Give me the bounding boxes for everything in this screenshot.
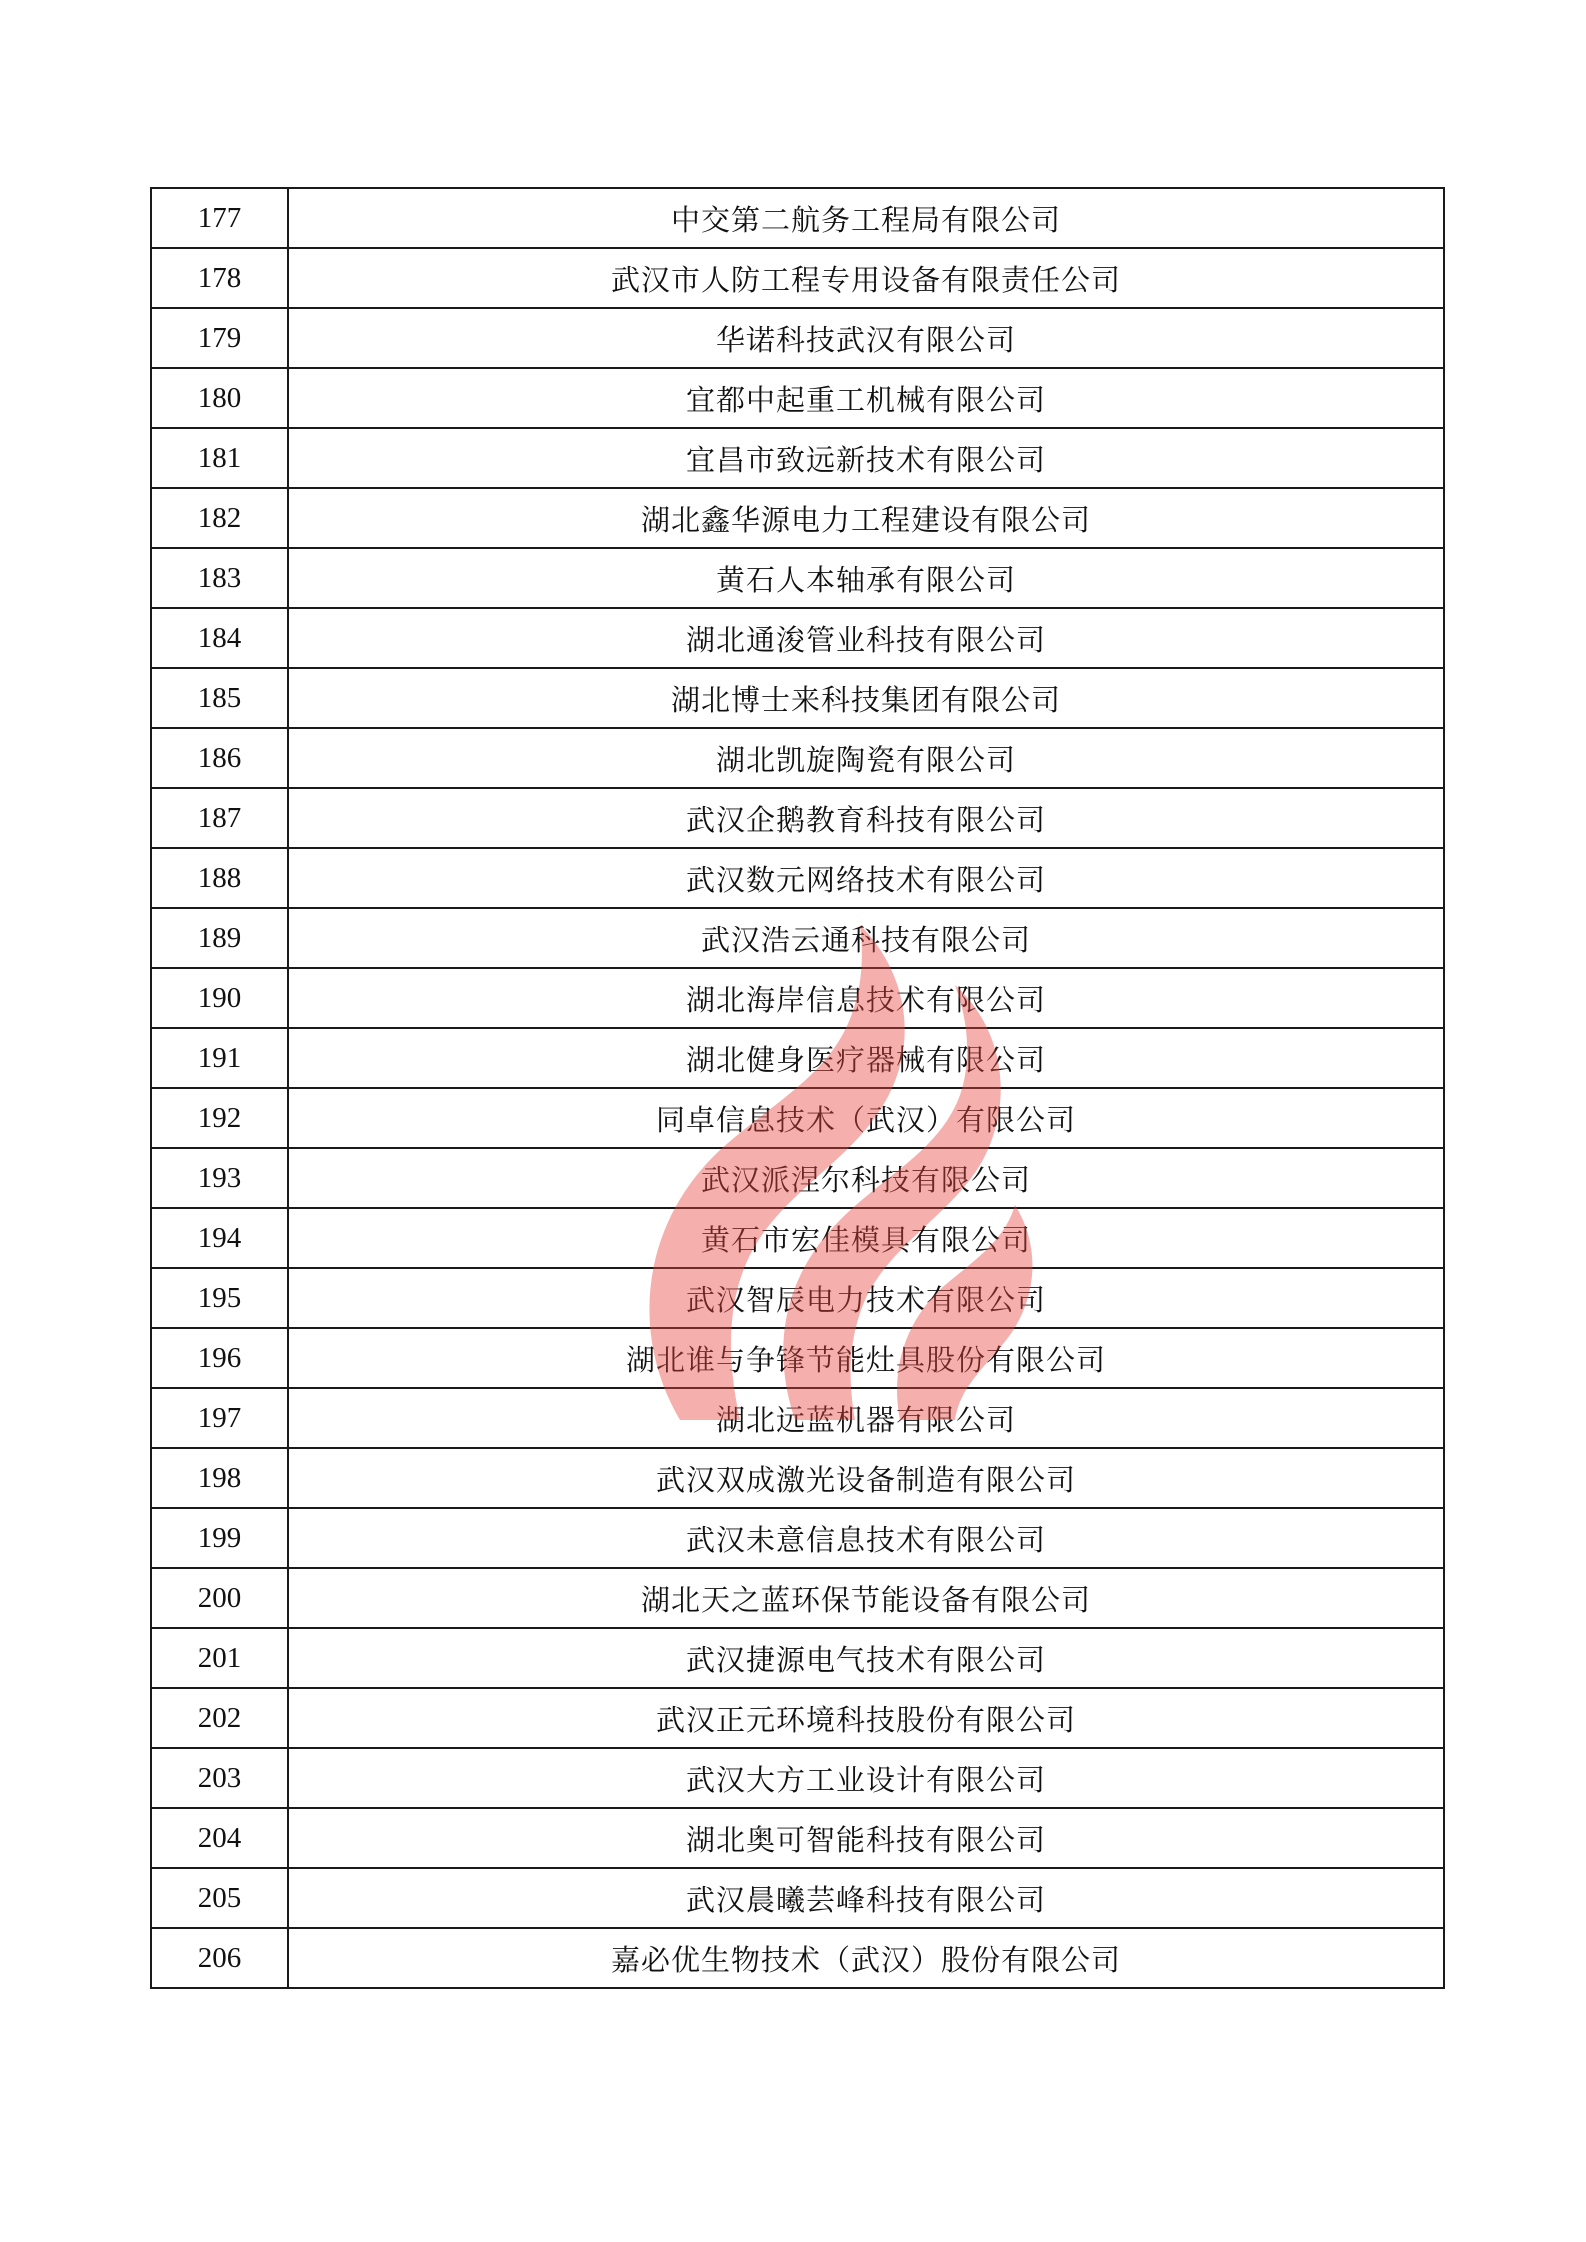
company-name-cell: 武汉双成激光设备制造有限公司 (288, 1448, 1444, 1508)
company-name-cell: 武汉浩云通科技有限公司 (288, 908, 1444, 968)
company-name-cell: 华诺科技武汉有限公司 (288, 308, 1444, 368)
table-row (151, 1868, 1444, 1928)
row-number-cell: 179 (151, 308, 288, 368)
table-row (151, 788, 1444, 848)
table-row (151, 1448, 1444, 1508)
company-name-cell: 湖北谁与争锋节能灶具股份有限公司 (288, 1328, 1444, 1388)
company-name-cell: 湖北凯旋陶瓷有限公司 (288, 728, 1444, 788)
company-name-cell: 中交第二航务工程局有限公司 (288, 188, 1444, 248)
row-number-cell: 199 (151, 1508, 288, 1568)
table-row (151, 248, 1444, 308)
table-row (151, 1388, 1444, 1448)
table-row (151, 548, 1444, 608)
row-number-cell: 204 (151, 1808, 288, 1868)
company-name-cell: 武汉大方工业设计有限公司 (288, 1748, 1444, 1808)
table-row (151, 1268, 1444, 1328)
table-row (151, 608, 1444, 668)
table-row (151, 968, 1444, 1028)
company-name-cell: 嘉必优生物技术（武汉）股份有限公司 (288, 1928, 1444, 1988)
row-number-cell: 190 (151, 968, 288, 1028)
table-row (151, 1028, 1444, 1088)
company-name-cell: 湖北健身医疗器械有限公司 (288, 1028, 1444, 1088)
company-name-cell: 湖北鑫华源电力工程建设有限公司 (288, 488, 1444, 548)
table-row (151, 848, 1444, 908)
company-name-cell: 武汉市人防工程专用设备有限责任公司 (288, 248, 1444, 308)
row-number-cell: 193 (151, 1148, 288, 1208)
company-name-cell: 湖北远蓝机器有限公司 (288, 1388, 1444, 1448)
row-number-cell: 200 (151, 1568, 288, 1628)
table-row (151, 1148, 1444, 1208)
row-number-cell: 189 (151, 908, 288, 968)
row-number-cell: 180 (151, 368, 288, 428)
table-row (151, 368, 1444, 428)
row-number-cell: 202 (151, 1688, 288, 1748)
company-name-cell: 同卓信息技术（武汉）有限公司 (288, 1088, 1444, 1148)
table-row (151, 1928, 1444, 1988)
row-number-cell: 182 (151, 488, 288, 548)
table-row (151, 308, 1444, 368)
company-list-table (150, 187, 1445, 1989)
company-name-cell: 宜都中起重工机械有限公司 (288, 368, 1444, 428)
row-number-cell: 194 (151, 1208, 288, 1268)
table-body (151, 188, 1444, 1988)
table-row (151, 728, 1444, 788)
table-row (151, 1568, 1444, 1628)
row-number-cell: 185 (151, 668, 288, 728)
row-number-cell: 187 (151, 788, 288, 848)
row-number-cell: 183 (151, 548, 288, 608)
company-name-cell: 武汉企鹅教育科技有限公司 (288, 788, 1444, 848)
table-row (151, 1628, 1444, 1688)
table-row (151, 428, 1444, 488)
row-number-cell: 205 (151, 1868, 288, 1928)
table-row (151, 1688, 1444, 1748)
row-number-cell: 192 (151, 1088, 288, 1148)
row-number-cell: 201 (151, 1628, 288, 1688)
row-number-cell: 203 (151, 1748, 288, 1808)
row-number-cell: 196 (151, 1328, 288, 1388)
company-name-cell: 湖北博士来科技集团有限公司 (288, 668, 1444, 728)
row-number-cell: 191 (151, 1028, 288, 1088)
company-name-cell: 武汉捷源电气技术有限公司 (288, 1628, 1444, 1688)
company-name-cell: 武汉晨曦芸峰科技有限公司 (288, 1868, 1444, 1928)
table-row (151, 1088, 1444, 1148)
row-number-cell: 177 (151, 188, 288, 248)
company-name-cell: 湖北奥可智能科技有限公司 (288, 1808, 1444, 1868)
company-name-cell: 湖北海岸信息技术有限公司 (288, 968, 1444, 1028)
table-row (151, 488, 1444, 548)
row-number-cell: 178 (151, 248, 288, 308)
company-name-cell: 武汉派涅尔科技有限公司 (288, 1148, 1444, 1208)
row-number-cell: 181 (151, 428, 288, 488)
company-name-cell: 武汉数元网络技术有限公司 (288, 848, 1444, 908)
table-row (151, 1808, 1444, 1868)
row-number-cell: 186 (151, 728, 288, 788)
row-number-cell: 184 (151, 608, 288, 668)
row-number-cell: 188 (151, 848, 288, 908)
company-name-cell: 宜昌市致远新技术有限公司 (288, 428, 1444, 488)
company-name-cell: 武汉智辰电力技术有限公司 (288, 1268, 1444, 1328)
table-row (151, 1328, 1444, 1388)
company-name-cell: 湖北天之蓝环保节能设备有限公司 (288, 1568, 1444, 1628)
table-row (151, 668, 1444, 728)
row-number-cell: 197 (151, 1388, 288, 1448)
row-number-cell: 206 (151, 1928, 288, 1988)
company-name-cell: 武汉未意信息技术有限公司 (288, 1508, 1444, 1568)
table-row (151, 908, 1444, 968)
row-number-cell: 198 (151, 1448, 288, 1508)
company-name-cell: 武汉正元环境科技股份有限公司 (288, 1688, 1444, 1748)
row-number-cell: 195 (151, 1268, 288, 1328)
table-row (151, 1508, 1444, 1568)
company-name-cell: 湖北通浚管业科技有限公司 (288, 608, 1444, 668)
company-name-cell: 黄石人本轴承有限公司 (288, 548, 1444, 608)
company-name-cell: 黄石市宏佳模具有限公司 (288, 1208, 1444, 1268)
table-row (151, 188, 1444, 248)
table-row (151, 1208, 1444, 1268)
table-row (151, 1748, 1444, 1808)
